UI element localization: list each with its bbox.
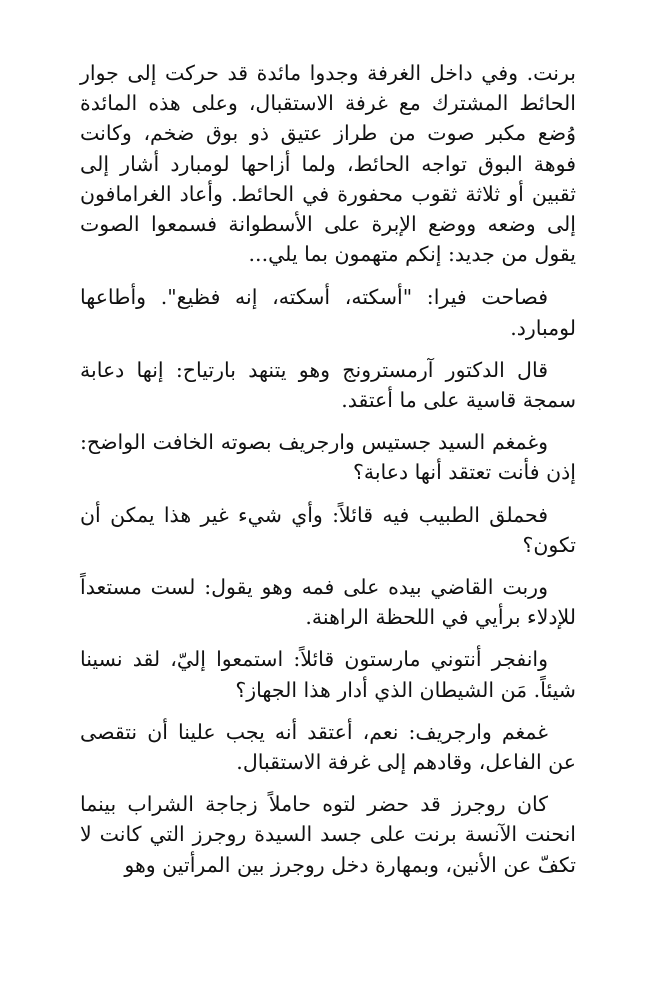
paragraph-3: قال الدكتور آرمسترونج وهو يتنهد بارتياح: إنها دعابة سمجة قاسية على ما أعتقد. — [80, 357, 576, 413]
paragraph-5: فحملق الطبيب فيه قائلاً: وأي شيء غير هذا يمكن أن تكون؟ — [80, 502, 576, 557]
paragraph-2: فصاحت فيرا: "أسكته، أسكته، إنه فظيع". وأطاعها لومبارد. — [80, 285, 576, 340]
paragraph-9: كان روجرز قد حضر لتوه حاملاً زجاجة الشراب بينما انحنت الآنسة برنت على جسد السيدة روجرز التي كانت لا تكفّ عن الأنين، وبمهارة دخل روجرز بين المرأتين وهو — [80, 792, 576, 877]
paragraph-1: برنت. وفي داخل الغرفة وجدوا مائدة قد حركت إلى جوار الحائط المشترك مع غرفة الاستقبال، وعلى هذه المائدة وُضع مكبر صوت من طراز عتيق ذو بوق ضخم، وكانت فوهة البوق تواجه الحائط، ولما أزاحها لومبارد أشار إلى ثقبين أو ثلاثة ثقوب محفورة في الحائط. وأعاد الغرامافون إلى وضعه ووضع الإبرة على الأسطوانة فسمعوا الصوت يقول من جديد: إنكم متهمون بما يلي... — [80, 61, 576, 267]
paragraph-7: وانفجر أنتوني مارستون قائلاً: استمعوا إليّ، لقد نسينا شيئاً. مَن الشيطان الذي أدار هذا الجهاز؟ — [80, 647, 576, 702]
paragraph-4: وغمغم السيد جستيس وارجريف بصوته الخافت الواضح: إذن فأنت تعتقد أنها دعابة؟ — [80, 430, 576, 485]
paragraph-8: غمغم وارجريف: نعم، أعتقد أنه يجب علينا أن نتقصى عن الفاعل، وقادهم إلى غرفة الاستقبال. — [80, 719, 576, 775]
paragraph-6: وربت القاضي بيده على فمه وهو يقول: لست مستعداً للإدلاء برأيي في اللحظة الراهنة. — [80, 575, 576, 630]
